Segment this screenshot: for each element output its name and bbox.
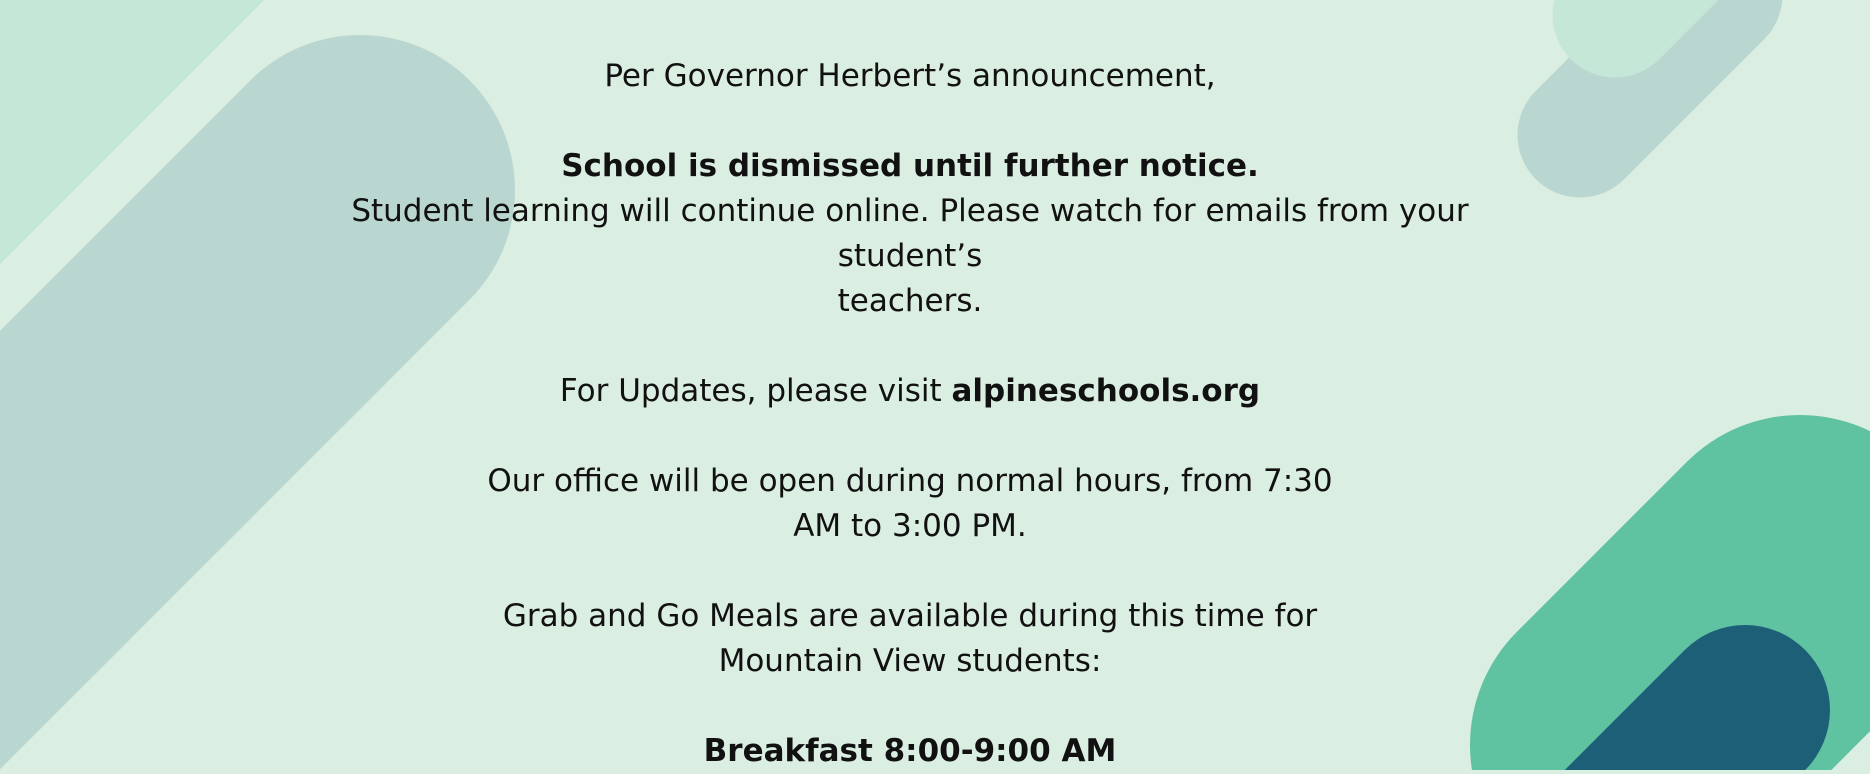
updates-prefix: For Updates, please visit [559,373,952,409]
breakfast-hours: Breakfast 8:00-9:00 AM [703,733,1117,769]
school-notice [330,0,1490,774]
spacer [330,684,1490,729]
office-hours-text: Our office will be open during normal hours, from 7:30 [487,463,1333,499]
online-learning-text: teachers. [837,283,983,319]
meals-text: Mountain View students: [718,643,1102,679]
online-learning-text: Student learning will continue online. Please watch for emails from your [351,193,1469,229]
spacer [330,324,1490,369]
spacer [330,549,1490,594]
grey-teal-capsule-shape [0,190,360,700]
spacer [330,414,1490,459]
office-hours-text: AM to 3:00 PM. [793,508,1027,544]
updates-website: alpineschools.org [951,373,1261,409]
online-learning-text: student’s [837,238,983,274]
updates-text [330,369,1490,414]
dismissal-heading: School is dismissed until further notice. [561,148,1259,184]
meals-text: Grab and Go Meals are available during this time for [502,598,1318,634]
notice-intro: Per Governor Herbert’s announcement, [604,58,1216,94]
spacer [330,99,1490,144]
